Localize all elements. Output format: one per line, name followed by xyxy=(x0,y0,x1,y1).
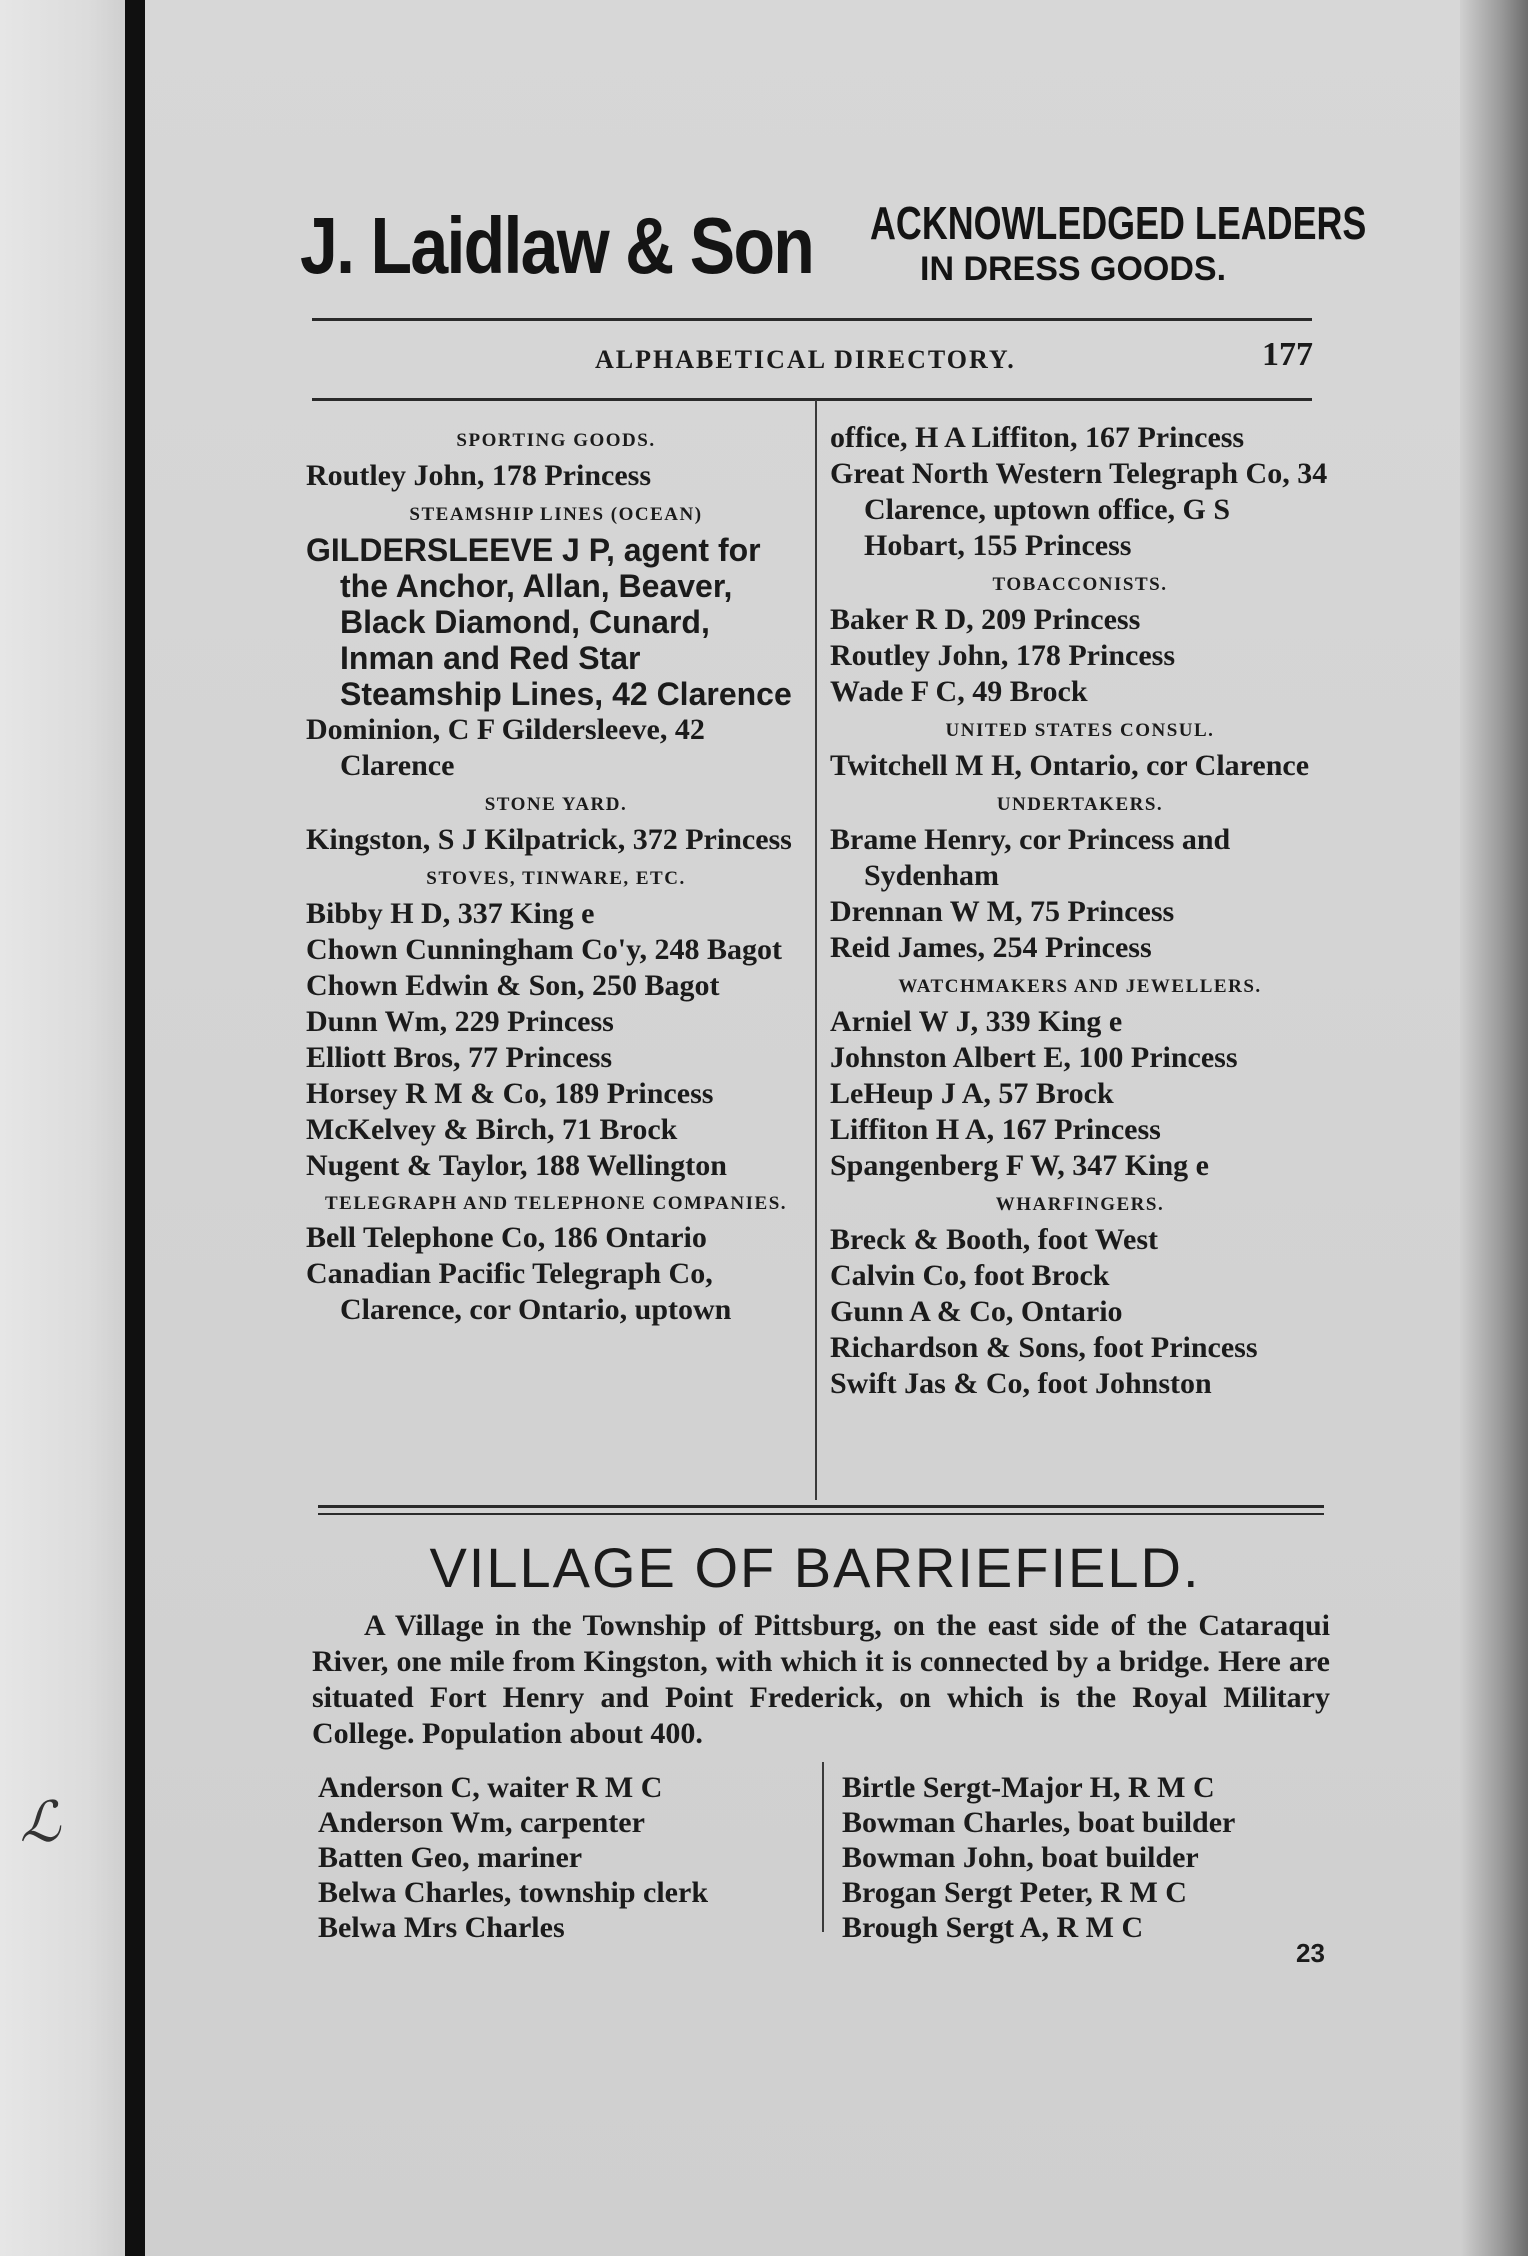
listing-entry: Dunn Wm, 229 Princess xyxy=(306,1005,614,1038)
resident-entry: Bowman Charles, boat builder xyxy=(842,1806,1236,1839)
listing-entry: Nugent & Taylor, 188 Wellington xyxy=(306,1149,727,1182)
category-heading: UNDERTAKERS. xyxy=(996,794,1164,815)
residents-divider xyxy=(822,1762,824,1932)
village-title: VILLAGE OF BARRIEFIELD. xyxy=(429,1536,1201,1599)
listing-entry: Baker R D, 209 Princess xyxy=(830,603,1141,636)
listing-entry: Elliott Bros, 77 Princess xyxy=(306,1041,613,1074)
resident-entry: Bowman John, boat builder xyxy=(842,1841,1199,1874)
page-edge-shadow xyxy=(1460,0,1528,2256)
listing-entry: Reid James, 254 Princess xyxy=(830,931,1152,964)
listing-continuation: office, H A Liffiton, 167 Princess xyxy=(830,421,1245,454)
ad-tagline-top: ACKNOWLEDGED LEADERS xyxy=(870,197,1367,249)
margin-handwriting: ℒ xyxy=(20,1792,61,1854)
facing-page-edge xyxy=(0,0,125,2256)
folio-number: 23 xyxy=(1296,1938,1325,1968)
running-title: ALPHABETICAL DIRECTORY. xyxy=(595,345,1016,374)
listing-entry: Routley John, 178 Princess xyxy=(830,639,1175,672)
listing-entry: Brame Henry, cor Princess and Sydenham xyxy=(830,823,1231,892)
listing-entry: Gunn A & Co, Ontario xyxy=(830,1295,1123,1328)
village-description: A Village in the Township of Pittsburg, on the east side of the Cataraqui River, one mile from Kingston, with which it is connected by a bridge. Here are situated Fort Henry and Point Frederick, on which is the Royal Military College. Population about 400. xyxy=(312,1609,1330,1750)
listing-entry: Breck & Booth, foot West xyxy=(830,1223,1159,1256)
listing-entry: Richardson & Sons, foot Princess xyxy=(830,1331,1258,1364)
listing-entry: Swift Jas & Co, foot Johnston xyxy=(830,1367,1212,1400)
category-heading: SPORTING GOODS. xyxy=(456,430,656,451)
ad-tagline-bottom: IN DRESS GOODS. xyxy=(920,250,1227,288)
listing-entry: Johnston Albert E, 100 Princess xyxy=(830,1041,1238,1074)
residents-right-column xyxy=(842,1770,1322,1945)
listing-entry: Twitchell M H, Ontario, cor Clarence xyxy=(830,749,1310,782)
listing-entry: Chown Cunningham Co'y, 248 Bagot xyxy=(306,933,782,966)
ad-brand-name: J. Laidlaw & Son xyxy=(300,201,814,290)
listing-entry: LeHeup J A, 57 Brock xyxy=(830,1077,1114,1110)
section-double-rule-top xyxy=(318,1505,1324,1508)
listing-entry: Wade F C, 49 Brock xyxy=(830,675,1088,708)
listing-entry: Chown Edwin & Son, 250 Bagot xyxy=(306,969,720,1002)
header-rule-top xyxy=(312,318,1312,321)
resident-entry: Brough Sergt A, R M C xyxy=(842,1911,1144,1944)
listing-entry: Dominion, C F Gildersleeve, 42 Clarence xyxy=(306,713,705,782)
listing-entry: Liffiton H A, 167 Princess xyxy=(830,1113,1161,1146)
listing-entry: Bell Telephone Co, 186 Ontario xyxy=(306,1221,707,1254)
listing-entry: Kingston, S J Kilpatrick, 372 Princess xyxy=(306,823,792,856)
listing-entry: Bibby H D, 337 King e xyxy=(306,897,595,930)
advertisement-banner xyxy=(300,197,1367,310)
right-directory-column xyxy=(830,420,1330,1402)
resident-entry: Belwa Charles, township clerk xyxy=(318,1876,708,1909)
listing-entry: Great North Western Telegraph Co, 34 Clarence, uptown office, G S Hobart, 155 Princess xyxy=(830,457,1328,562)
residents-left-column xyxy=(318,1770,808,1945)
book-spine xyxy=(125,0,145,2256)
listing-entry: Arniel W J, 339 King e xyxy=(830,1005,1123,1038)
category-heading: TELEGRAPH AND TELEPHONE COMPANIES. xyxy=(324,1193,788,1214)
category-heading: STEAMSHIP LINES (OCEAN) xyxy=(409,504,703,525)
page-number: 177 xyxy=(1262,336,1313,373)
category-heading: STONE YARD. xyxy=(484,794,628,815)
resident-entry: Brogan Sergt Peter, R M C xyxy=(842,1876,1187,1909)
resident-entry: Anderson C, waiter R M C xyxy=(318,1771,663,1804)
featured-listing: GILDERSLEEVE J P, agent for the Anchor, Allan, Beaver, Black Diamond, Cunard, Inman and Red Star Steamship Lines, 42 Clarence xyxy=(306,532,792,712)
category-heading: STOVES, TINWARE, ETC. xyxy=(426,868,686,889)
listing-entry: Canadian Pacific Telegraph Co, Clarence, cor Ontario, uptown xyxy=(306,1257,732,1326)
listing-entry: Routley John, 178 Princess xyxy=(306,459,651,492)
category-heading: TOBACCONISTS. xyxy=(992,574,1168,595)
listing-entry: Spangenberg F W, 347 King e xyxy=(830,1149,1209,1182)
resident-entry: Batten Geo, mariner xyxy=(318,1841,583,1874)
column-divider xyxy=(815,400,817,1500)
listing-entry: McKelvey & Birch, 71 Brock xyxy=(306,1113,678,1146)
resident-entry: Belwa Mrs Charles xyxy=(318,1911,565,1944)
listing-entry: Calvin Co, foot Brock xyxy=(830,1259,1110,1292)
category-heading: WHARFINGERS. xyxy=(995,1194,1165,1215)
listing-entry: Horsey R M & Co, 189 Princess xyxy=(306,1077,714,1110)
category-heading: UNITED STATES CONSUL. xyxy=(945,720,1215,741)
left-directory-column xyxy=(306,420,806,1328)
resident-entry: Anderson Wm, carpenter xyxy=(318,1806,645,1839)
header-rule-bottom xyxy=(312,398,1312,401)
listing-entry: Drennan W M, 75 Princess xyxy=(830,895,1175,928)
resident-entry: Birtle Sergt-Major H, R M C xyxy=(842,1771,1215,1804)
category-heading: WATCHMAKERS AND JEWELLERS. xyxy=(898,976,1262,997)
section-double-rule-bottom xyxy=(318,1513,1324,1515)
